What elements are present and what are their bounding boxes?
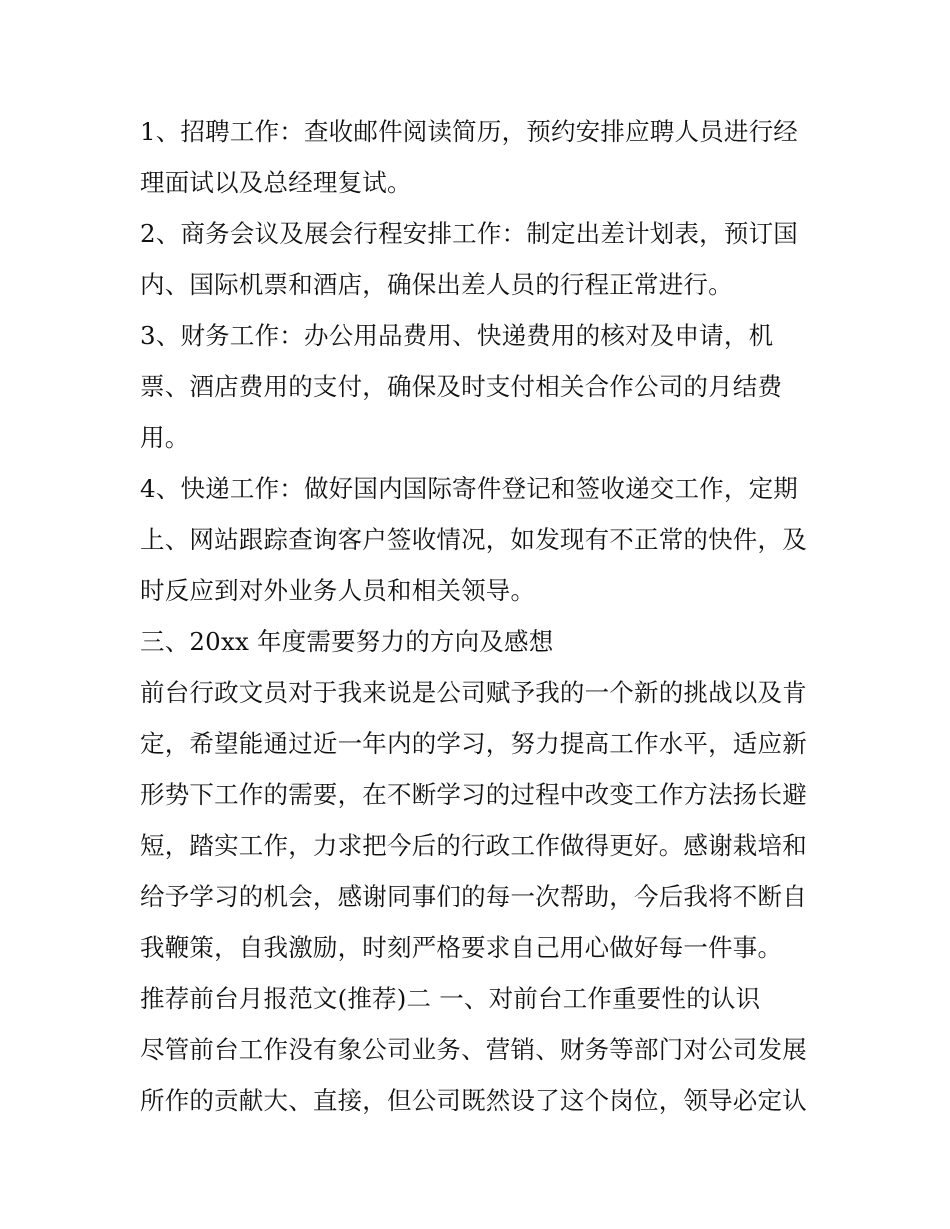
text-line: 所作的贡献大、直接，但公司既然设了这个岗位，领导必定认 xyxy=(140,1086,807,1115)
text-line: 形势下工作的需要，在不断学习的过程中改变工作方法扬长避 xyxy=(140,780,807,809)
text-line: 尽管前台工作没有象公司业务、营销、财务等部门对公司发展 xyxy=(140,1035,807,1064)
text-line: 我鞭策，自我激励，时刻严格要求自己用心做好每一件事。 xyxy=(140,933,783,962)
text-line: 理面试以及总经理复试。 xyxy=(140,168,412,197)
text-line: 票、酒店费用的支付，确保及时支付相关合作公司的月结费 xyxy=(140,372,783,401)
text-line: 用。 xyxy=(140,423,190,452)
text-line: 3、财务工作：办公用品费用、快递费用的核对及申请，机 xyxy=(140,321,774,350)
section-heading: 推荐前台月报范文(推荐)二 一、对前台工作重要性的认识 xyxy=(140,984,761,1013)
section-heading: 三、20xx 年度需要努力的方向及感想 xyxy=(140,627,554,656)
text-line: 给予学习的机会，感谢同事们的每一次帮助，今后我将不断自 xyxy=(140,882,807,911)
text-line: 内、国际机票和酒店，确保出差人员的行程正常进行。 xyxy=(140,270,733,299)
text-line: 定，希望能通过近一年内的学习，努力提高工作水平，适应新 xyxy=(140,729,807,758)
text-line: 时反应到对外业务人员和相关领导。 xyxy=(140,576,536,605)
text-line: 前台行政文员对于我来说是公司赋予我的一个新的挑战以及肯 xyxy=(140,678,807,707)
document-body xyxy=(140,106,820,1126)
text-line: 1、招聘工作：查收邮件阅读简历，预约安排应聘人员进行经 xyxy=(140,117,798,146)
text-line: 短，踏实工作，力求把今后的行政工作做得更好。感谢栽培和 xyxy=(140,831,807,860)
text-line: 2、商务会议及展会行程安排工作：制定出差计划表，预订国 xyxy=(140,219,798,248)
text-line: 4、快递工作：做好国内国际寄件登记和签收递交工作，定期 xyxy=(140,474,798,503)
text-line: 上、网站跟踪查询客户签收情况，如发现有不正常的快件，及 xyxy=(140,525,807,554)
